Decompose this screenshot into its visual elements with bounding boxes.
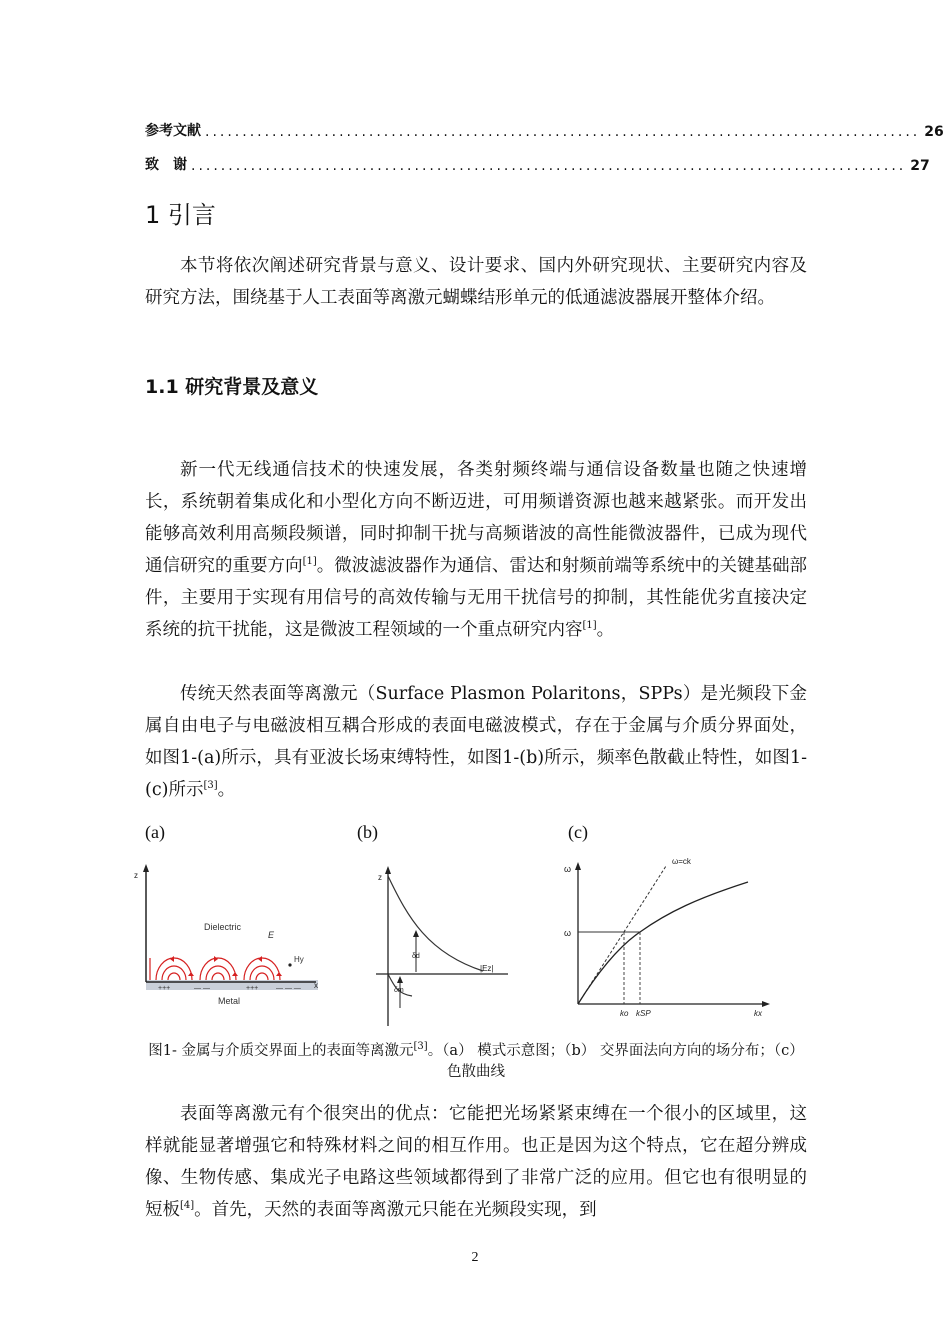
citation[interactable]: [1] [302,556,317,568]
hy-label: Hy [294,955,304,964]
panel-label-b: (b) [357,822,378,842]
text: 。 [596,620,615,640]
toc-page-number: 26 [924,124,944,140]
text: 。微波滤波器作为通信、雷达和射频前端等系统中的关键基础部件，主要用于实现有用信号的高效传输与无用干扰信号的抑制，其性能优劣直接决定系统的抗干扰能，这是微波工程领域的一个重点研究内容 [145,556,808,640]
field-line [256,973,268,980]
charge-minus: — — — [276,985,301,992]
body-paragraph-3 [145,1098,807,1226]
z-axis-arrowhead [385,866,391,874]
page-number: 2 [471,1250,479,1265]
k-axis-arrowhead [762,1001,770,1007]
body-paragraph-1 [145,454,807,646]
toc-title: 参考文献 [145,123,201,139]
hy-dot [288,963,291,966]
field-line [200,958,236,980]
toc-title: 致 谢 [145,157,187,173]
arrowhead [258,956,262,962]
citation[interactable]: [4] [180,1200,195,1212]
field-lines [150,958,280,980]
citation[interactable]: [3] [413,1041,428,1053]
omega-axis-label: ω [564,864,572,874]
text: 。首先，天然的表面等离激元只能在光频段实现，到 [194,1200,597,1220]
text: 表面等离激元有个很突出的优点：它能把光场紧紧束缚在一个很小的区域里，这样就能显著增强它和特殊材料之间的相互作用。也正是因为这个特点，它在超分辨成像、生物传感、集成光子电路这些领域都得到了非常广泛的应用。但它也有很明显的短板 [145,1104,807,1220]
arrowhead [214,956,218,962]
panel-label-a: (a) [145,822,165,842]
text: 新一代无线通信技术的快速发展，各类射频终端与通信设备数量也随之快速增长，系统朝着集成化和小型化方向不断迈进，可用频谱资源也越来越紧张。而开发出能够高效利用高频段频谱，同时抑制干扰与高频谐波的高性能微波器件，已成为现代通信研究的重要方向 [145,460,807,576]
arrowhead [413,930,419,937]
toc-leader: ................................................................................................ [205,124,921,140]
figure-panel-c [558,852,778,1022]
ksp-label: kSP [636,1009,651,1018]
section-heading: 1.1 研究背景及意义 [145,376,319,398]
text: 图1- 金属与介质交界面上的表面等离激元 [148,1043,414,1059]
charge-plus: +++ [158,985,171,992]
text: 。 [217,780,236,800]
dielectric-label: Dielectric [204,922,242,932]
z-axis-arrowhead [143,864,149,872]
figure-caption [145,1041,807,1083]
arrowhead [232,972,238,976]
k0-label: ko [620,1009,629,1018]
arrowhead [276,972,282,976]
charge-minus: — — [194,985,210,992]
citation[interactable]: [1] [582,620,597,632]
field-decay-dielectric [388,876,483,971]
intro-paragraph: 本节将依次阐述研究背景与意义、设计要求、国内外研究现状、主要研究内容及研究方法，围绕基于人工表面等离激元蝴蝶结形单元的低通滤波器展开整体介绍。 [145,256,807,308]
panel-label-c: (c) [568,822,588,842]
text: 。（a） 模式示意图；（b） 交界面法向方向的场分布；（c） 色散曲线 [427,1043,804,1080]
arrowhead [188,972,194,976]
chapter-heading: 1 引言 [145,201,216,229]
citation[interactable]: [3] [203,780,218,792]
metal-label: Metal [218,996,241,1006]
toc-leader: ................................................................................................ [191,158,907,174]
light-line-label: ω=ck [672,857,691,866]
x-axis-label: x [314,981,318,990]
delta-d-label: δd [412,953,420,960]
text: 传统天然表面等离激元（Surface Plasmon Polaritons，SPPs）是光频段下金属自由电子与电磁波相互耦合形成的表面电磁波模式，存在于金属与介质分界面处，如图1-(a)所示，具有亚波长场束缚特性，如图1-(b)所示，频率色散截止特性，如图1-(c)所示 [145,684,807,800]
kx-label: kx [754,1009,762,1018]
toc-page-number: 27 [910,158,930,174]
field-line [168,973,180,980]
toc-entry-acknowledgements[interactable] [145,152,930,174]
arrowhead [170,956,174,962]
delta-m-label: δm [394,987,404,994]
z-axis-label: z [134,871,138,880]
arrowhead [397,976,403,983]
field-line [212,973,224,980]
z-axis-label: z [378,873,382,882]
figure-panel-b [368,858,518,1034]
e-field-label: E [268,930,275,940]
dispersion-curve [578,882,748,1004]
omega-level-label: ω [564,928,572,938]
toc-entry-references[interactable] [145,118,944,140]
charge-plus: +++ [246,985,259,992]
omega-axis-arrowhead [575,862,581,870]
ez-label: |Ez| [480,964,494,973]
body-paragraph-2 [145,678,807,806]
figure-panel-a [128,858,328,1018]
